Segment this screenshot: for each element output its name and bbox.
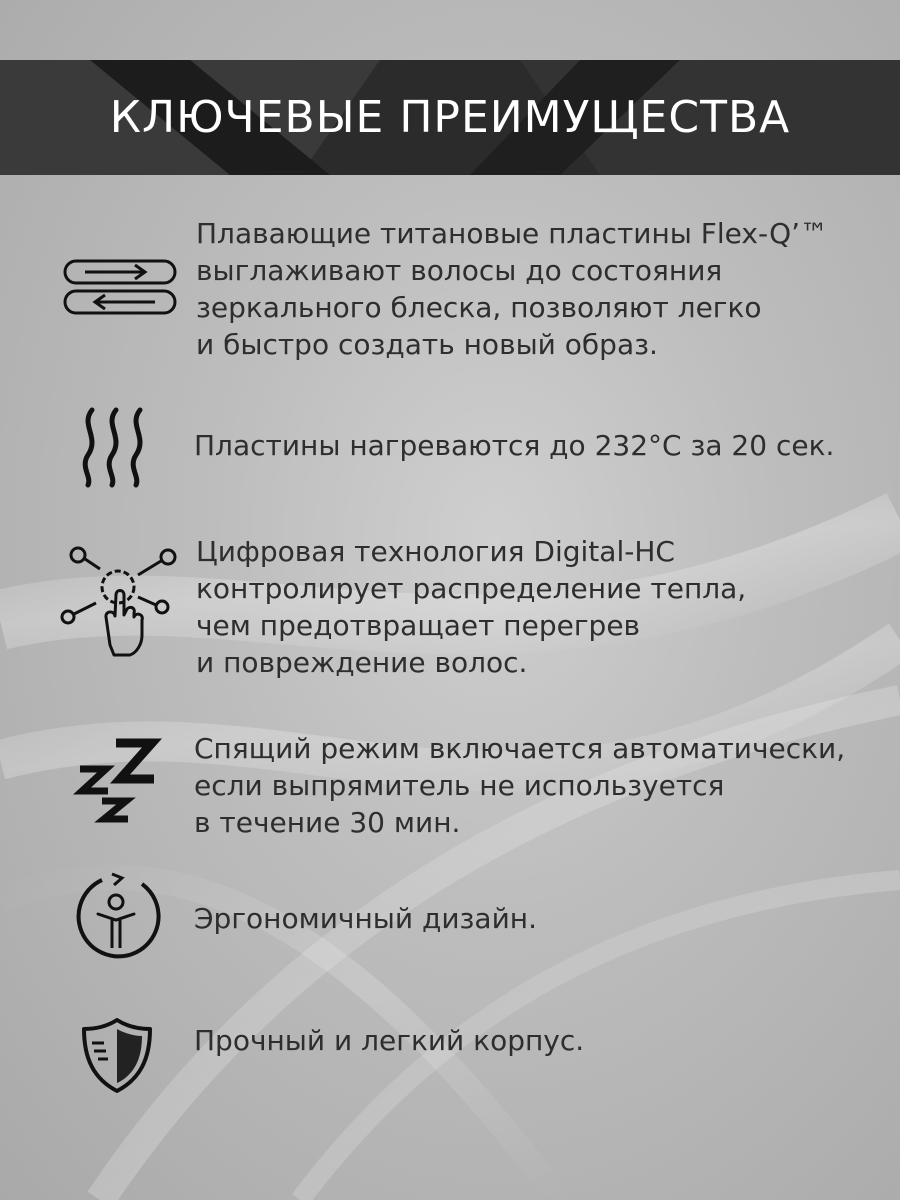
feature-item <box>0 400 900 490</box>
feature-text: Прочный и легкий корпус. <box>194 1024 585 1057</box>
feature-item <box>0 730 900 845</box>
feature-text: Эргономичный дизайн. <box>194 902 537 935</box>
feature-text: Цифровая технология Digital-HC контролирует распределение тепла, чем предотвращает перегрев и повреждение волос. <box>196 535 747 679</box>
heat-waves-icon <box>78 405 158 494</box>
feature-text: Плавающие титановые пластины Flex-Q’™ выглаживают волосы до состояния зеркального блеска, позволяют легко и быстро создать новый образ. <box>196 217 829 361</box>
header-banner <box>0 60 900 175</box>
ergonomic-person-icon <box>72 870 162 969</box>
page-title: КЛЮЧЕВЫЕ ПРЕИМУЩЕСТВА <box>109 92 791 143</box>
feature-item <box>0 870 900 970</box>
sleep-zzz-icon <box>72 735 162 829</box>
feature-text: Спящий режим включается автоматически, если выпрямитель не используется в течение 30 мин. <box>194 732 846 839</box>
digital-control-icon <box>58 545 183 674</box>
feature-item <box>0 215 900 365</box>
feature-item <box>0 530 900 680</box>
feature-item <box>0 1010 900 1100</box>
plates-arrows-icon <box>60 255 180 329</box>
feature-text: Пластины нагреваются до 232°С за 20 сек. <box>194 429 835 462</box>
shield-icon <box>80 1015 155 1099</box>
